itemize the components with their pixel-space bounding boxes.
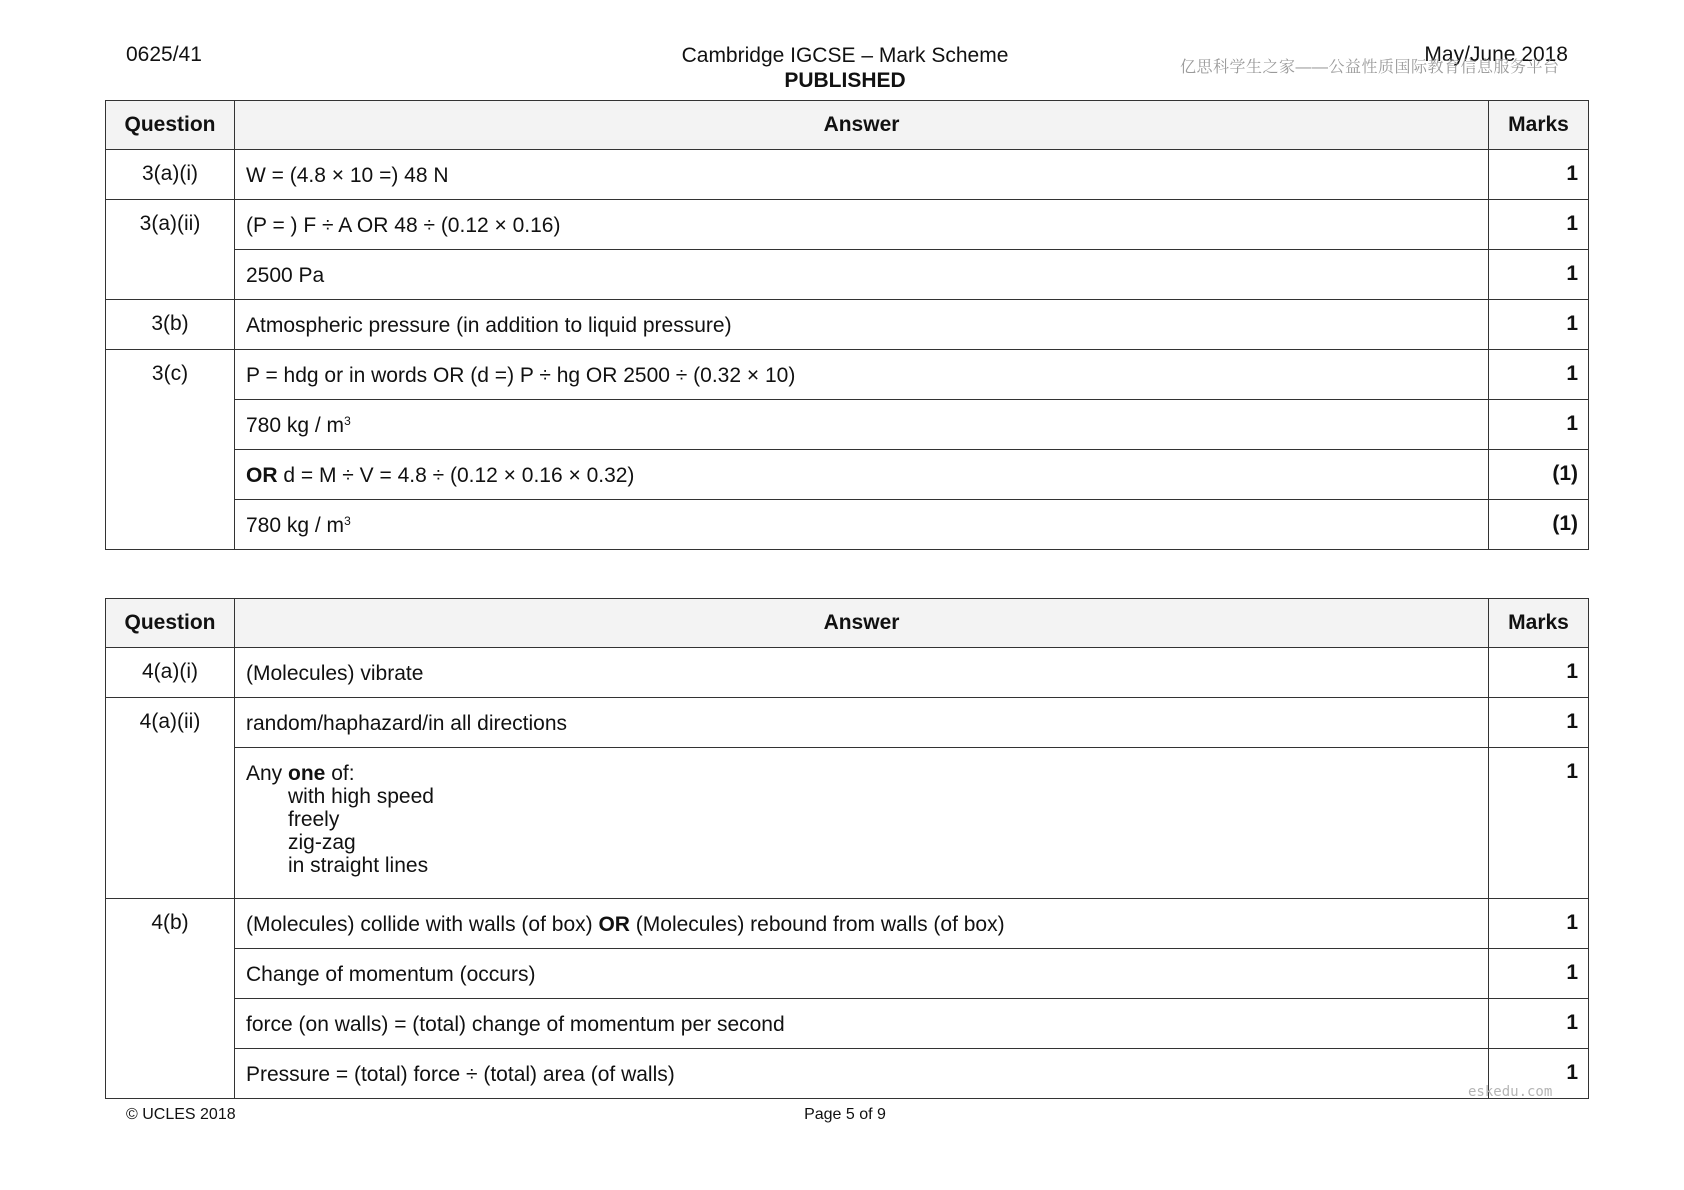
marks-cell: 1 (1489, 150, 1589, 200)
answer-cell: (P = ) F ÷ A OR 48 ÷ (0.12 × 0.16) (235, 200, 1489, 250)
answer-cell: Atmospheric pressure (in addition to liquid pressure) (235, 300, 1489, 350)
column-header-marks: Marks (1489, 599, 1589, 648)
marks-cell: 1 (1489, 698, 1589, 748)
answer-cell: Pressure = (total) force ÷ (total) area (of walls) (235, 1049, 1489, 1099)
table-row (106, 899, 1589, 949)
marks-cell: 1 (1489, 899, 1589, 949)
answer-cell: 2500 Pa (235, 250, 1489, 300)
answer-cell (235, 450, 1489, 500)
table-row (106, 350, 1589, 400)
column-header-answer: Answer (235, 101, 1489, 150)
superscript: 3 (344, 514, 351, 528)
answer-text: 780 kg / m (246, 414, 345, 437)
list-item: freely (288, 808, 340, 831)
answer-cell (235, 500, 1489, 550)
column-header-answer: Answer (235, 599, 1489, 648)
answer-cell: force (on walls) = (total) change of momentum per second (235, 999, 1489, 1049)
question-number: 3(a)(i) (106, 150, 235, 200)
answer-cell (235, 899, 1489, 949)
table-header-row (106, 599, 1589, 648)
question-number: 4(a)(i) (106, 648, 235, 698)
table-row (106, 200, 1589, 250)
table-row (106, 150, 1589, 200)
question-number: 3(a)(ii) (106, 200, 235, 300)
marks-cell: 1 (1489, 250, 1589, 300)
document-title-block (600, 43, 1090, 93)
marks-cell: 1 (1489, 748, 1589, 899)
table-header-row (106, 101, 1589, 150)
answer-text: d = M ÷ V = 4.8 ÷ (0.12 × 0.16 × 0.32) (277, 464, 635, 487)
list-item: in straight lines (288, 854, 429, 877)
question-number: 4(b) (106, 899, 235, 1099)
mark-scheme-table-q3 (105, 100, 1589, 550)
list-item: zig-zag (288, 831, 356, 854)
table-row (106, 648, 1589, 698)
question-number: 3(b) (106, 300, 235, 350)
table-row (106, 1049, 1589, 1099)
copyright-notice: © UCLES 2018 (126, 1106, 236, 1123)
table-row (106, 500, 1589, 550)
answer-text: 780 kg / m (246, 514, 345, 537)
table-row (106, 949, 1589, 999)
column-header-question: Question (106, 101, 235, 150)
table-row (106, 250, 1589, 300)
answer-cell (235, 400, 1489, 450)
column-header-question: Question (106, 599, 235, 648)
list-item: with high speed (288, 785, 434, 808)
marks-cell: 1 (1489, 400, 1589, 450)
table-row (106, 450, 1589, 500)
answer-cell (235, 748, 1489, 899)
watermark-text: 亿思科学生之家——公益性质国际教育信息服务平台 (1180, 59, 1560, 76)
watermark-url: eskedu.com (1468, 1084, 1553, 1100)
or-keyword: OR (598, 913, 630, 936)
column-header-marks: Marks (1489, 101, 1589, 150)
answer-cell: (Molecules) vibrate (235, 648, 1489, 698)
answer-cell: random/haphazard/in all directions (235, 698, 1489, 748)
paper-code: 0625/41 (126, 43, 202, 66)
published-label: PUBLISHED (784, 69, 906, 92)
table-row (106, 698, 1589, 748)
exam-session: May/June 2018 (1424, 43, 1568, 66)
table-row (106, 400, 1589, 450)
answer-text: (Molecules) collide with walls (of box) (246, 913, 599, 936)
marks-cell: 1 (1489, 1049, 1589, 1099)
page-number: Page 5 of 9 (804, 1106, 886, 1123)
emphasis-word: one (288, 762, 326, 785)
answer-text: (Molecules) rebound from walls (of box) (629, 913, 1005, 936)
mark-scheme-table-q4 (105, 598, 1589, 1099)
question-number: 4(a)(ii) (106, 698, 235, 899)
answer-text: Any (246, 762, 289, 785)
answer-text: of: (325, 762, 355, 785)
marks-cell: 1 (1489, 350, 1589, 400)
table-row (106, 748, 1589, 899)
answer-cell: W = (4.8 × 10 =) 48 N (235, 150, 1489, 200)
or-keyword: OR (246, 464, 278, 487)
marks-cell: 1 (1489, 648, 1589, 698)
marks-cell: 1 (1489, 300, 1589, 350)
document-title: Cambridge IGCSE – Mark Scheme (681, 44, 1009, 67)
marks-cell: 1 (1489, 949, 1589, 999)
question-number: 3(c) (106, 350, 235, 550)
marks-cell: (1) (1489, 500, 1589, 550)
marks-cell: 1 (1489, 999, 1589, 1049)
superscript: 3 (344, 414, 351, 428)
marks-cell: (1) (1489, 450, 1589, 500)
answer-cell: P = hdg or in words OR (d =) P ÷ hg OR 2500 ÷ (0.32 × 10) (235, 350, 1489, 400)
marks-cell: 1 (1489, 200, 1589, 250)
answer-cell: Change of momentum (occurs) (235, 949, 1489, 999)
table-row (106, 300, 1589, 350)
table-row (106, 999, 1589, 1049)
